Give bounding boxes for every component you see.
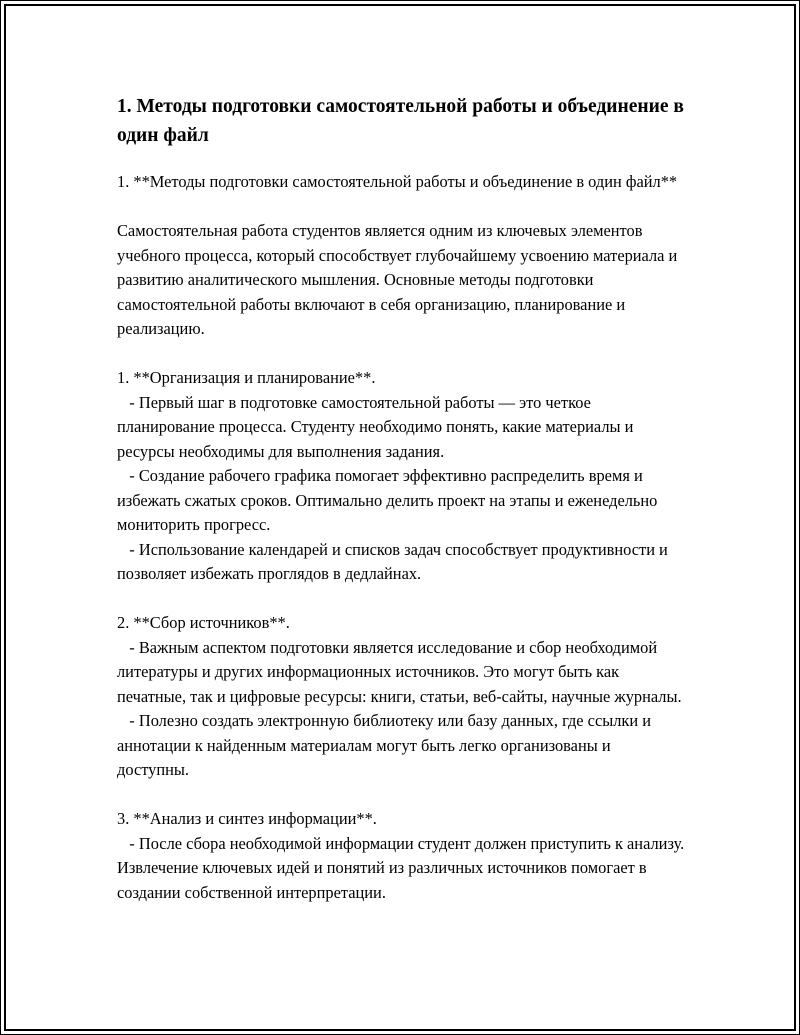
bullet-item: - После сбора необходимой информации студент должен приступить к анализу. Извлечение ключевых идей и понятий из различных источников помогает в создании собственной интерпретации. xyxy=(117,833,689,902)
section-analysis xyxy=(117,807,689,905)
section-organization xyxy=(117,366,685,587)
bullet-item: - Использование календарей и списков задач способствует продуктивности и позволяет избежать проглядов в дедлайнах. xyxy=(117,539,672,583)
document-body xyxy=(117,92,689,905)
document-title: 1. Методы подготовки самостоятельной работы и объединение в один файл xyxy=(117,96,684,146)
section-heading: 3. **Анализ и синтез информации**. xyxy=(117,809,377,828)
section-sources xyxy=(117,611,685,783)
section-heading-repeat: 1. **Методы подготовки самостоятельной работы и объединение в один файл** xyxy=(117,172,678,191)
section-heading: 1. **Организация и планирование**. xyxy=(117,368,376,387)
section-heading: 2. **Сбор источников**. xyxy=(117,613,290,632)
bullet-item: - Создание рабочего графика помогает эффективно распределить время и избежать сжатых сроков. Оптимально делить проект на этапы и еженедельно мониторить прогресс. xyxy=(117,466,662,534)
intro-paragraph: Самостоятельная работа студентов является одним из ключевых элементов учебного процесса, который способствует глубочайшему усвоению материала и развитию аналитического мышления. Основные методы подготовки самостоятельной работы включают в себя организацию, планирование и реализацию. xyxy=(117,221,682,338)
bullet-item: - Полезно создать электронную библиотеку или базу данных, где ссылки и аннотации к найденным материалам могут быть легко организованы и доступны. xyxy=(117,711,656,779)
bullet-item: - Важным аспектом подготовки является исследование и сбор необходимой литературы и других информационных источников. Это могут быть как печатные, так и цифровые ресурсы: книги, статьи, веб-сайты, научные журналы. xyxy=(117,637,682,706)
bullet-item: - Первый шаг в подготовке самостоятельной работы — это четкое планирование процесса. Студенту необходимо понять, какие материалы и ресурсы необходимы для выполнения задания. xyxy=(117,392,638,461)
